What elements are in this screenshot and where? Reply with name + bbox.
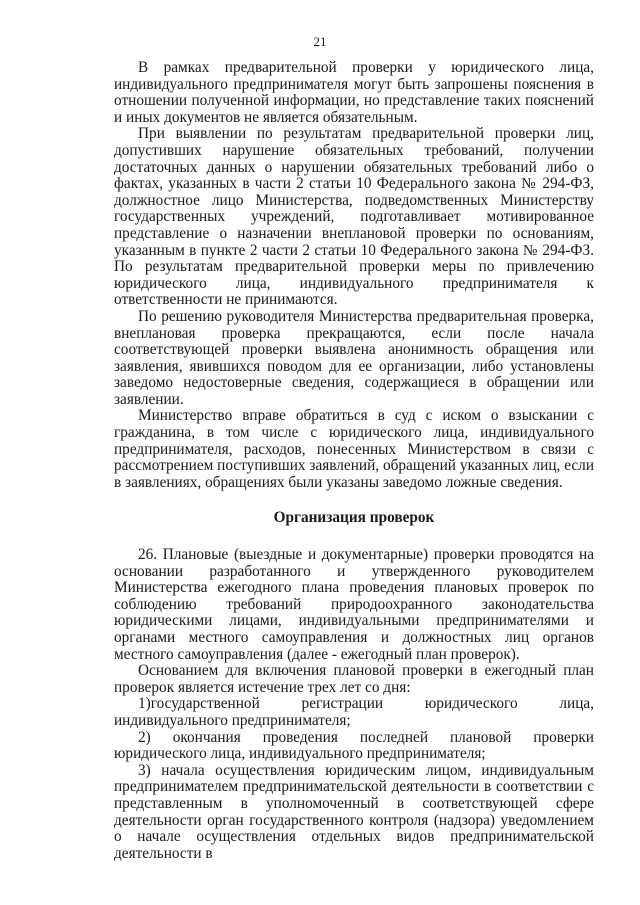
page-number: 21: [313, 34, 327, 49]
document-body: [114, 60, 594, 862]
paragraph-26-planned-checks: 26. Плановые (выездные и документарные) проверки проводятся на основании разработанного и утвержденного руководителем Министерства ежегодного плана проведения плановых проверок по соблюдению требований природоохранного законодательства юридическими лицами, индивидуальными предпринимателями и органами местного самоуправления и должностных лиц органов местного самоуправления (далее - ежегодный план проверок).: [114, 546, 594, 663]
paragraph-court-claim: Министерство вправе обратиться в суд с иском о взыскании с гражданина, в том числе с юридического лица, индивидуального предпринимателя, расходов, понесенных Министерством в связи с рассмотрением поступивших заявлений, обращений указанных лиц, если в заявлениях, обращениях были указаны заведомо ложные сведения.: [114, 407, 594, 491]
list-item-2-last-check: 2) окончания проведения последней плановой проверки юридического лица, индивидуального предпринимателя;: [114, 728, 594, 763]
paragraph-check-termination: По решению руководителя Министерства предварительная проверка, внеплановая проверка прекращаются, если после начала соответствующей проверки выявлена анонимность обращения или заявления, явившихся поводом для ее организации, либо установлены заведомо недостоверные сведения, содержащиеся в обращении или заявлении.: [114, 307, 594, 408]
paragraph-inclusion-basis: Основанием для включения плановой проверки в ежегодный план проверок является истечение трех лет со дня:: [114, 662, 594, 696]
paragraph-preliminary-check-explanations: В рамках предварительной проверки у юридического лица, индивидуального предпринимателя могут быть запрошены пояснения в отношении полученной информации, но представление таких пояснений и иных документов не является обязательным.: [114, 59, 594, 126]
list-item-1-registration: 1)государственной регистрации юридического лица, индивидуального предпринимателя;: [114, 695, 594, 729]
section-heading: Организация проверок: [273, 509, 435, 527]
list-item-3-activity-start: 3) начала осуществления юридическим лицом, индивидуальным предпринимателем предпринимательской деятельности в соответствии с представленным в уполномоченный в соответствующей сфере деятельности орган государственного контроля (надзора) уведомлением о начале осуществления отдельных видов предпринимательской деятельности в: [114, 761, 594, 862]
paragraph-violation-detection: При выявлении по результатам предварительной проверки лиц, допустивших нарушение обязательных требований, получении достаточных данных о нарушении обязательных требований либо о фактах, указанных в части 2 статьи 10 Федерального закона № 294-ФЗ, должностное лицо Министерства, подведомственных Министерству государственных учреждений, подготавливает мотивированное представление о назначении внеплановой проверки по основаниям, указанным в пункте 2 части 2 статьи 10 Федерального закона № 294-ФЗ. По результатам предварительной проверки меры по привлечению юридического лица, индивидуального предпринимателя к ответственности не принимаются.: [114, 125, 594, 309]
